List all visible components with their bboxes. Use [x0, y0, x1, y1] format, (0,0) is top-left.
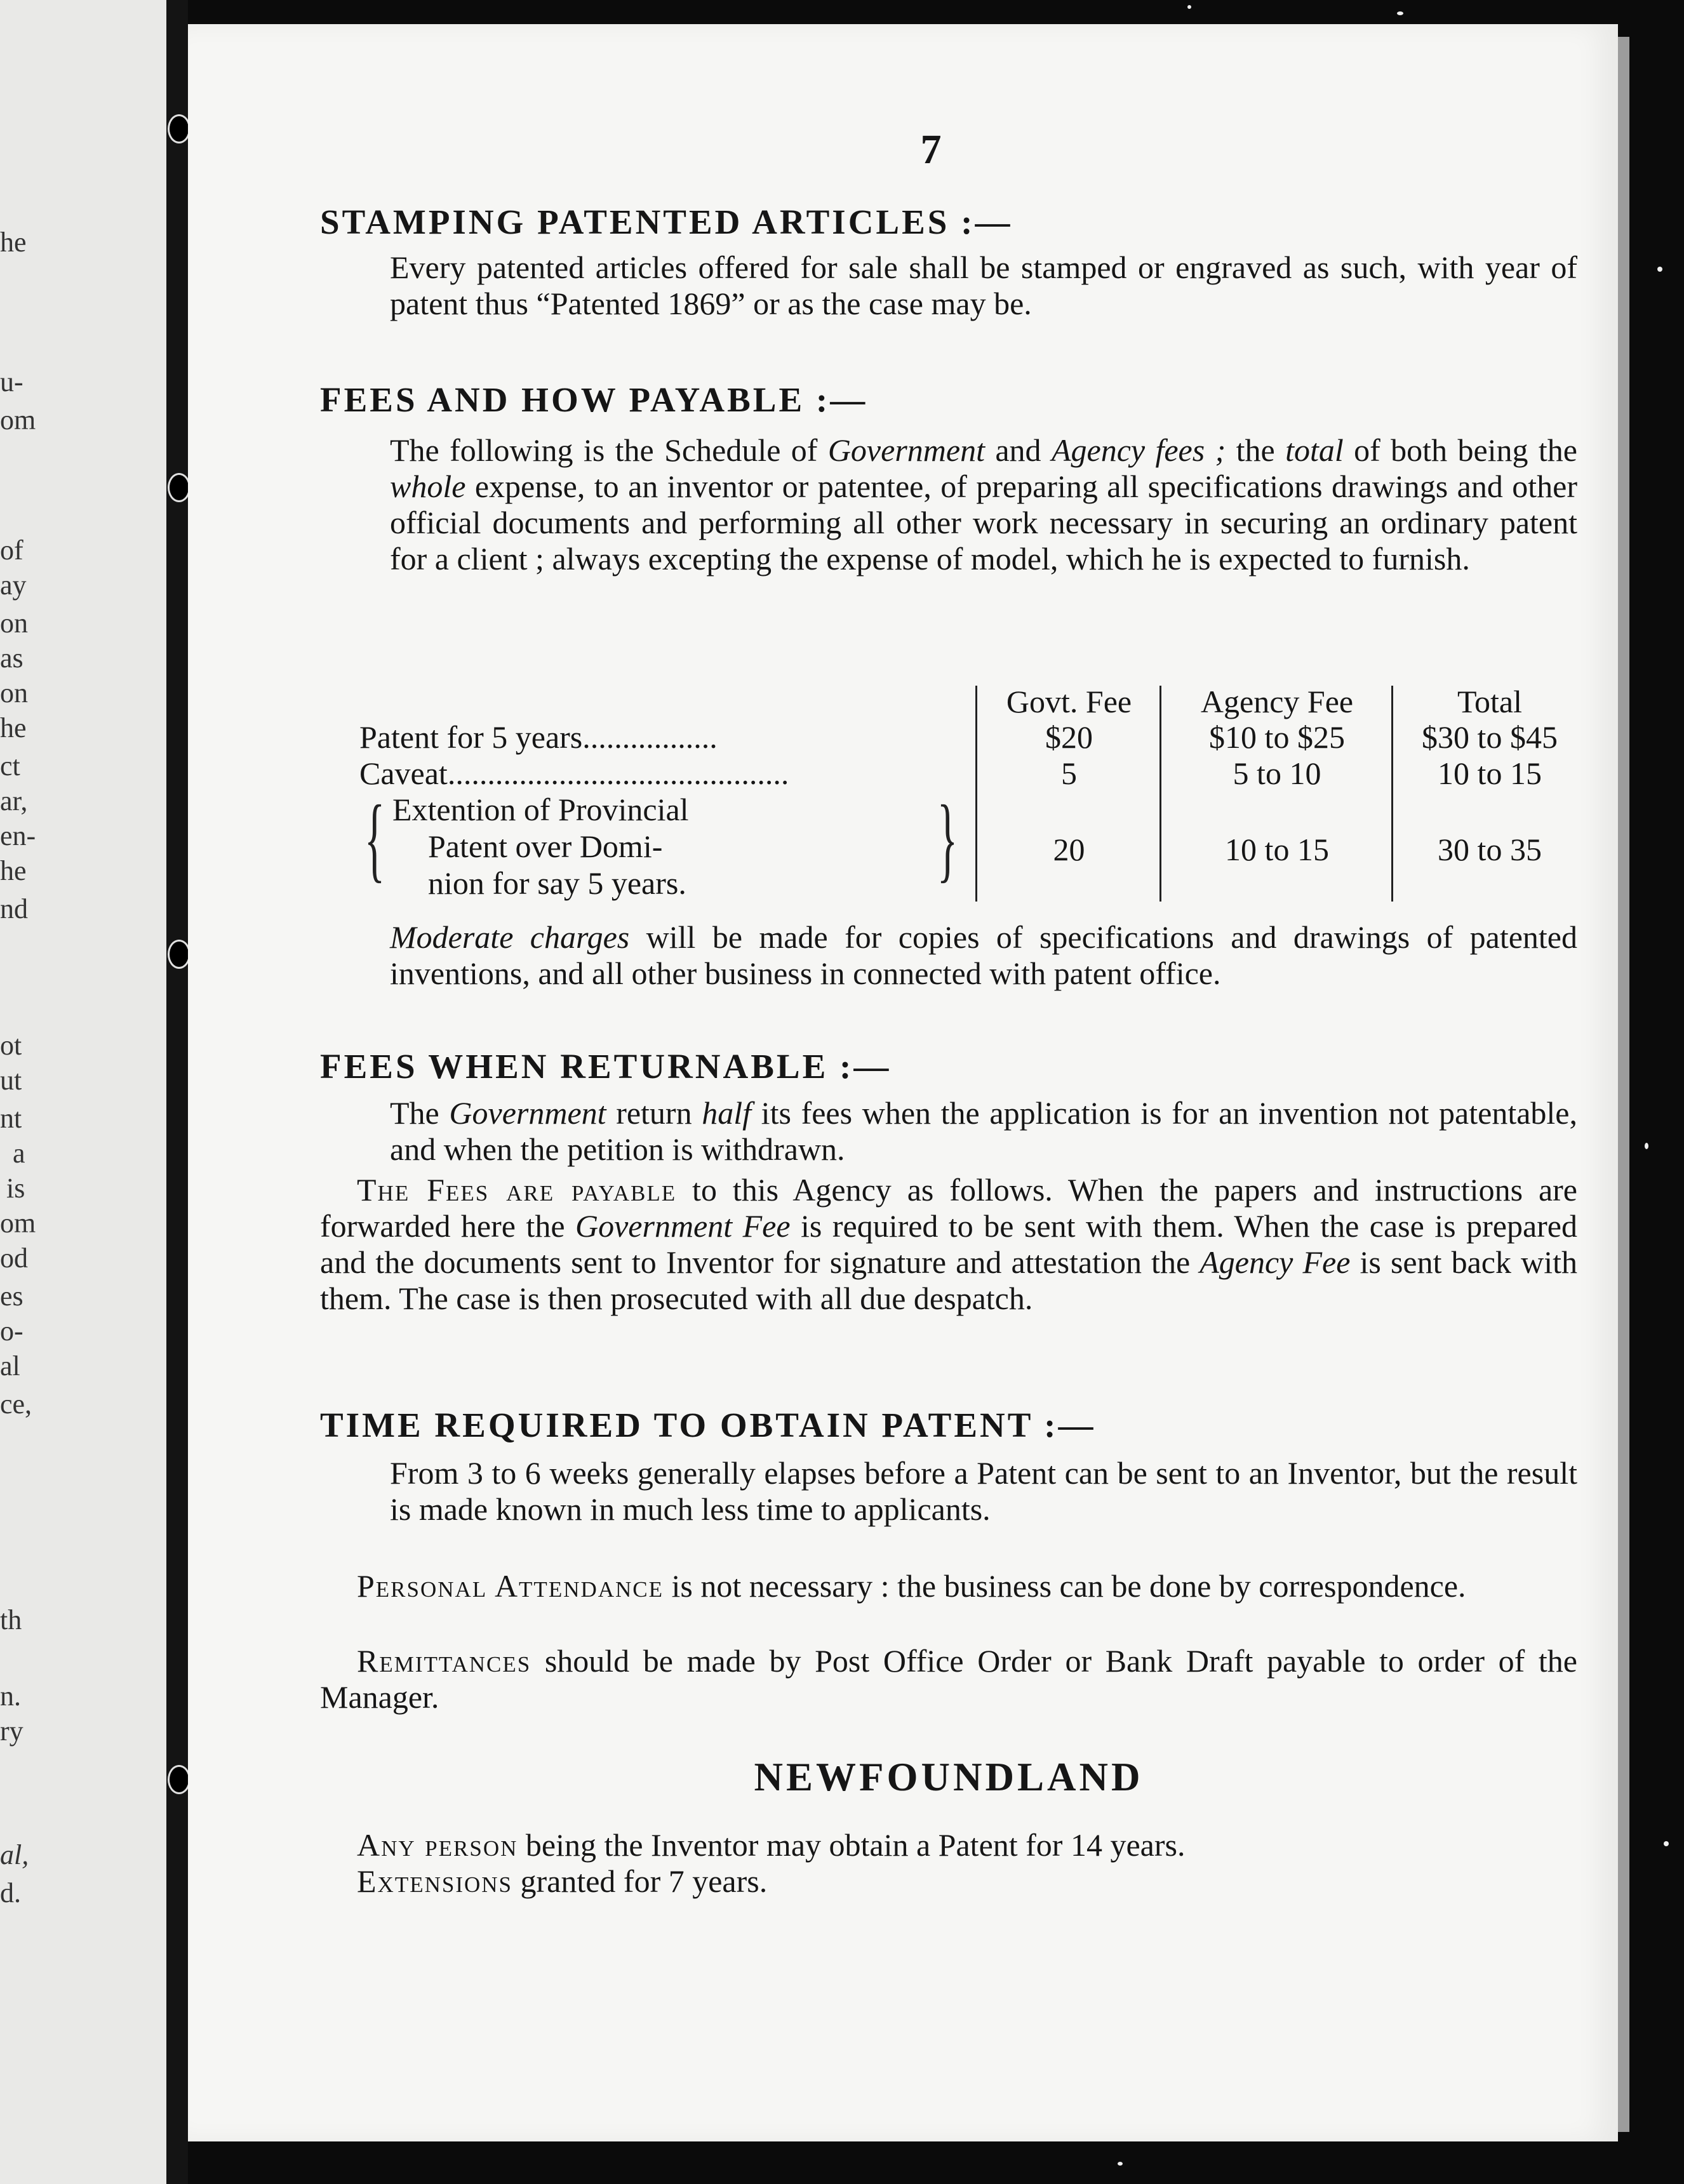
adjacent-fragment: nt [0, 1103, 22, 1134]
moderate-text: Moderate charges will be made for copies of specifications and drawings of patented inventions, and all other business in connected with patent office. [390, 919, 1577, 991]
adjacent-fragment: al, [0, 1839, 29, 1870]
table-divider [1391, 686, 1393, 902]
heading-newfoundland: NEWFOUNDLAND [754, 1755, 1144, 1799]
row-label-caveat: Caveat........................................... [359, 756, 789, 791]
fees-text: The following is the Schedule of Government and Agency fees ; the total of both being the whole expense, to an inventor or patentee, of preparing all specifications drawings and other official documents and performing all other work necessary in securing an ordinary patent for a client ; always excepting the expense of model, which he is expected to furnish. [390, 432, 1577, 576]
heading-returnable: FEES WHEN RETURNABLE :— [320, 1047, 892, 1086]
time-text: From 3 to 6 weeks generally elapses before a Patent can be sent to an Inventor, but the result is made known in much less time to applicants. [390, 1455, 1577, 1527]
adjacent-fragment: ot [0, 1030, 22, 1061]
adjacent-fragment: is [6, 1173, 25, 1204]
row-caveat-govt: 5 [1061, 756, 1077, 791]
remittances-text: Remittances should be made by Post Office Order or Bank Draft payable to order of the Manager. [320, 1643, 1577, 1715]
adjacent-fragment: d. [0, 1877, 21, 1908]
adjacent-fragment: th [0, 1604, 22, 1635]
document-page [188, 24, 1618, 2141]
adjacent-fragment: ry [0, 1715, 23, 1747]
adjacent-fragment: ut [0, 1065, 22, 1096]
section-attendance [320, 1568, 1577, 1604]
scan-speck [1187, 5, 1191, 9]
fee-table [359, 678, 1585, 903]
adjacent-fragment: he [0, 855, 27, 886]
adjacent-fragment: ce, [0, 1388, 32, 1420]
scan-speck [1118, 2162, 1123, 2166]
right-brace: } [937, 786, 958, 891]
section-newfoundland [320, 1827, 1577, 1900]
heading-fees: FEES AND HOW PAYABLE :— [320, 380, 868, 419]
section-fees [320, 380, 1577, 577]
adjacent-fragment: al [0, 1350, 20, 1382]
newfoundland-text-2: Extensions granted for 7 years. [357, 1863, 768, 1899]
section-returnable [320, 1046, 1577, 1168]
attendance-text: Personal Attendance is not necessary : the business can be done by correspondence. [357, 1568, 1466, 1604]
left-brace: { [364, 786, 385, 891]
row-label-extention-line1: Extention of Provincial [392, 792, 689, 827]
binding-stitching [166, 0, 188, 2184]
adjacent-fragment: on [0, 608, 28, 639]
adjacent-fragment: on [0, 677, 28, 709]
adjacent-fragment: om [0, 404, 36, 436]
scan-speck [1657, 267, 1662, 272]
page-edge [1618, 37, 1629, 2132]
adjacent-fragment: nd [0, 893, 28, 924]
heading-stamping: STAMPING PATENTED ARTICLES :— [320, 203, 1013, 241]
header-total: Total [1457, 684, 1523, 719]
adjacent-fragment: ar, [0, 785, 28, 816]
binding-hole [168, 940, 190, 969]
row-caveat-agency: 5 to 10 [1233, 756, 1321, 791]
section-remittances [320, 1643, 1577, 1715]
row-extention-govt: 20 [1053, 832, 1085, 867]
section-payable [320, 1172, 1577, 1317]
header-agency-fee: Agency Fee [1200, 684, 1354, 719]
adjacent-fragment: od [0, 1242, 28, 1274]
header-govt-fee: Govt. Fee [1006, 684, 1132, 719]
section-stamping [320, 202, 1577, 322]
binding-hole [168, 473, 190, 502]
adjacent-fragment: en- [0, 820, 36, 851]
stamping-text: Every patented articles offered for sale shall be stamped or engraved as such, with year of patent thus “Patented 1869” or as the case may be. [390, 250, 1577, 321]
row-caveat-total: 10 to 15 [1438, 756, 1542, 791]
adjacent-fragment: of [0, 535, 23, 566]
binding-hole [168, 114, 190, 143]
row-patent-total: $30 to $45 [1422, 719, 1558, 755]
adjacent-fragment: he [0, 227, 27, 258]
row-label-extention-line3: nion for say 5 years. [428, 865, 686, 901]
row-patent-govt: $20 [1045, 719, 1093, 755]
payable-text: The Fees are payable to this Agency as follows. When the papers and instructions are forwarded here the Government Fee is required to be sent with them. When the case is prepared and the documents sent to Inventor for signature and attestation the Agency Fee is sent back with them. The case is then prosecuted with all due despatch. [320, 1172, 1577, 1316]
adjacent-fragment: n. [0, 1681, 21, 1712]
adjacent-fragment: a [13, 1138, 25, 1169]
row-label-extention-line2: Patent over Domi- [428, 829, 663, 864]
section-time [320, 1405, 1577, 1528]
adjacent-fragment: ay [0, 569, 27, 601]
row-extention-agency: 10 to 15 [1225, 832, 1329, 867]
adjacent-page [0, 0, 178, 2184]
adjacent-fragment: ct [0, 750, 20, 782]
section-moderate [320, 919, 1577, 992]
row-patent-agency: $10 to $25 [1209, 719, 1345, 755]
adjacent-fragment: es [0, 1281, 23, 1312]
row-label-patent: Patent for 5 years................. [359, 719, 718, 755]
table-divider [975, 686, 977, 902]
newfoundland-text-1: Any person being the Inventor may obtain a Patent for 14 years. [357, 1827, 1186, 1863]
adjacent-fragment: as [0, 643, 23, 674]
binding-hole [168, 1765, 190, 1794]
adjacent-fragment: u- [0, 366, 23, 397]
table-divider [1159, 686, 1161, 902]
row-extention-total: 30 to 35 [1438, 832, 1542, 867]
scan-speck [1664, 1841, 1669, 1846]
returnable-text: The Government return half its fees when the application is for an invention not patentable, and when the petition is withdrawn. [390, 1095, 1577, 1167]
scan-speck [1645, 1143, 1648, 1149]
heading-time: TIME REQUIRED TO OBTAIN PATENT :— [320, 1406, 1096, 1444]
adjacent-fragment: om [0, 1208, 36, 1239]
adjacent-fragment: he [0, 712, 27, 743]
scan-speck [1397, 11, 1403, 15]
adjacent-fragment: o- [0, 1315, 23, 1347]
page-number: 7 [920, 126, 942, 173]
